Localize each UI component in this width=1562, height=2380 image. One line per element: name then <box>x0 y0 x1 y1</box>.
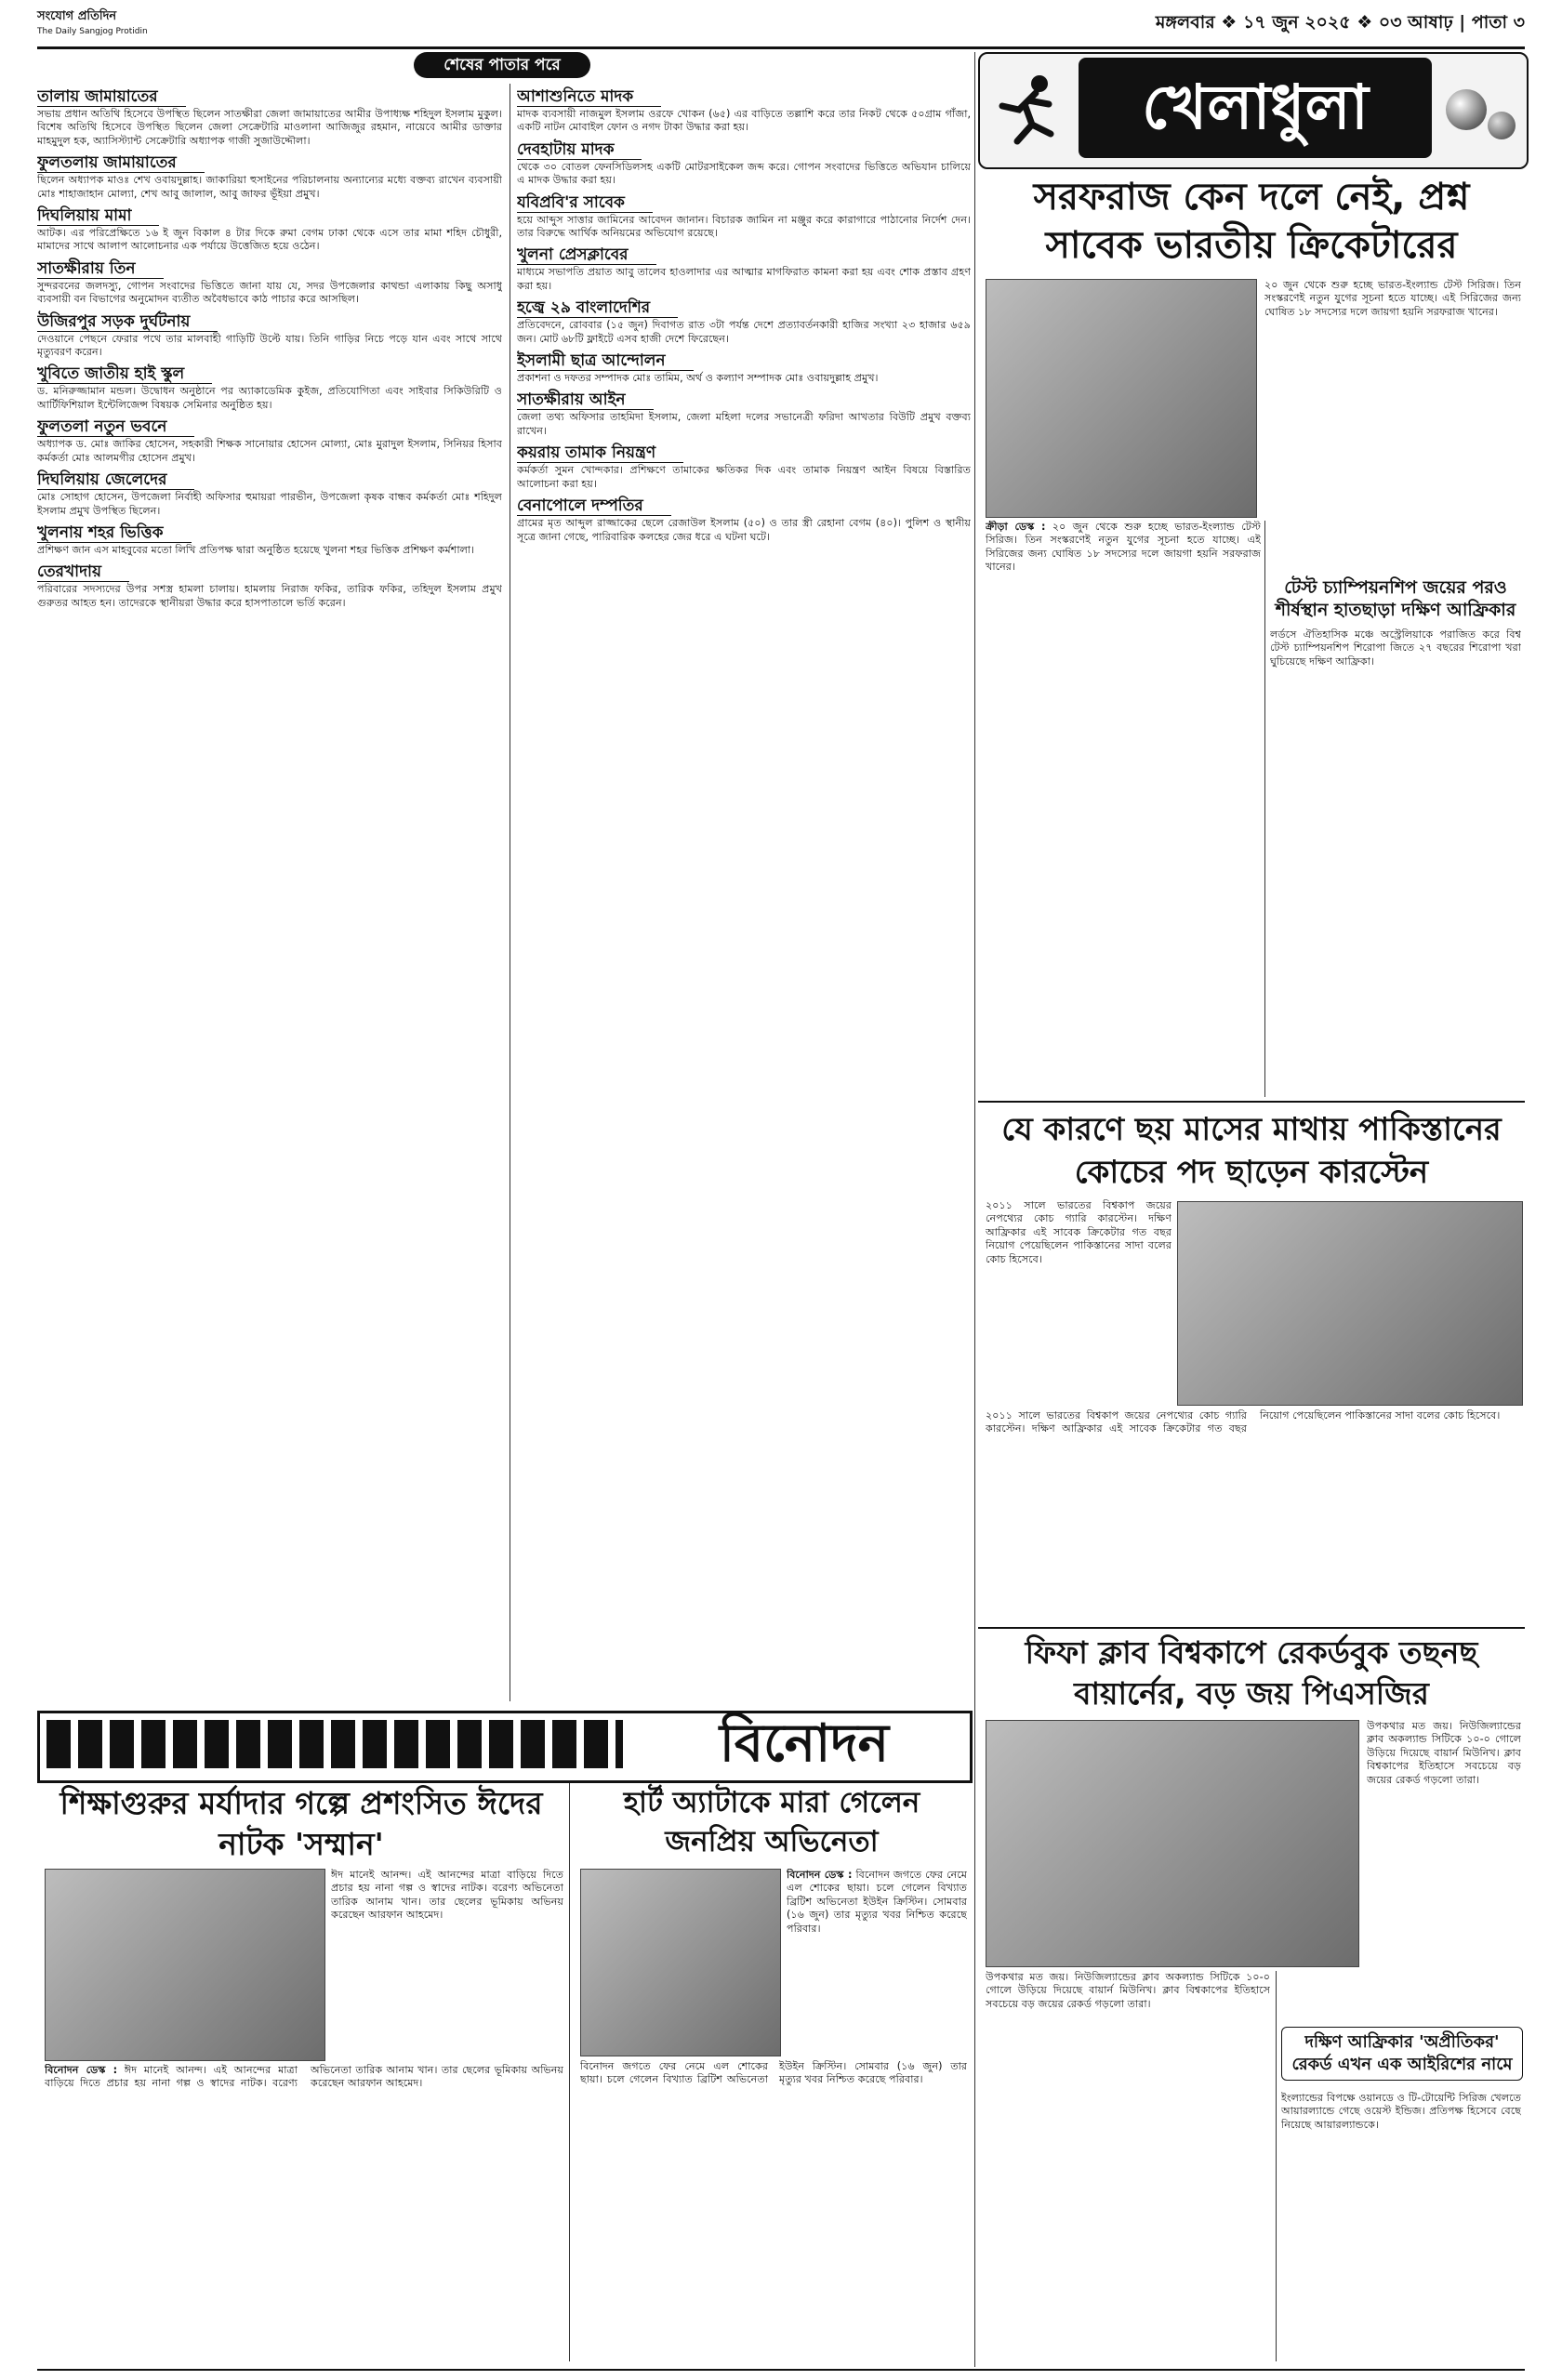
story-text: ড. মনিরুজ্জামান মন্ডল। উদ্বোধন অনুষ্ঠানে পর অ্যাকাডেমিক কুইজ, প্রতিযোগিতা এবং সাইবার সিকিউরিটি ও আর্টিফিশিয়াল ইন্টেলিজেন্স বিষয়ক সেমিনার অনুষ্ঠিত হয়। <box>37 385 502 411</box>
story-text: দেওয়ানে পেছনে ফেরার পথে তার মালবাহী গাড়িটি উল্টে যায়। তিনি গাড়ির নিচে পড়ে যান এবং সাথে সাথে মৃত্যুবরণ করেন। <box>37 332 502 359</box>
story-heading: ফুলতলায় জামায়াতের <box>37 153 205 173</box>
irish-record-story: ইংল্যান্ডের বিপক্ষে ওয়ানডে ও টি-টোয়েন্টি সিরিজ খেলতে আয়ারল্যান্ডে গেছে ওয়েস্ট ইন্ডিজ। প্রতিপক্ষ হিসেবে বেছে নিয়েছে আয়ারল্যান্ডকে। <box>1281 2092 1521 2131</box>
filmstrip-decoration <box>46 1720 623 1768</box>
story-heading: দিঘলিয়ায় জেলেদের <box>37 470 194 490</box>
shommaan-story-intro: ঈদ মানেই আনন্দ। এই আনন্দের মাত্রা বাড়িয়ে দিতে প্রচার হয় নানা গল্প ও স্বাদের নাটক। বরেণ্য অভিনেতা তারিক আনাম খান। তার ছেলের ভূমিকায় অভিনয় করেছেন আরফান আহমেদ। <box>331 1869 563 1922</box>
story-heading: দিঘলিয়ায় মামা <box>37 206 159 226</box>
story-heading: সাতক্ষীরায় আইন <box>517 390 654 410</box>
masthead-divider <box>37 46 1525 49</box>
column-divider <box>1276 1971 1277 2361</box>
story-heading: খুবিতে জাতীয় হাই স্কুল <box>37 364 212 384</box>
story-text: কর্মকর্তা সুমন খোন্দকার। প্রশিক্ষণে তামাকের ক্ষতিকর দিক এবং তামাক নিয়ন্ত্রণ আইন বিষয়ে বিস্তারিত আলোচনা করা হয়। <box>517 464 971 490</box>
dateline: মঙ্গলবার ❖ ১৭ জুন ২০২৫ ❖ ০৩ আষাঢ় | পাতা ৩ <box>1155 12 1525 33</box>
news-column-1 <box>37 84 502 1701</box>
story-heading: বেনাপোলে দম্পতির <box>517 496 671 516</box>
footer-rule <box>37 2369 1525 2371</box>
kirsten-story-body: ২০১১ সালে ভারতের বিশ্বকাপ জয়ের নেপথ্যের কোচ গ্যারি কারস্টেন। দক্ষিণ আফ্রিকার এই সাবেক ক্রিকেটার গত বছর নিয়োগ পেয়েছিলেন পাকিস্তানের সাদা বলের কোচ হিসেবে। <box>986 1409 1501 1435</box>
kirsten-headline: যে কারণে ছয় মাসের মাথায় পাকিস্তানের কোচের পদ ছাড়েন কারস্টেন <box>1001 1111 1502 1191</box>
story-heading: সাতক্ষীরায় তিন <box>37 259 164 279</box>
fifa-story-body: উপকথার মত জয়। নিউজিল্যান্ডের ক্লাব অকল্যান্ড সিটিকে ১০-০ গোলে উড়িয়ে দিয়েছে বায়ার্ন মিউনিখ। ক্লাব বিশ্বকাপের ইতিহাসে সবচেয়ে বড় জয়ের রেকর্ড গড়লো তারা। <box>986 1971 1270 2010</box>
story-heading: কয়রায় তামাক নিয়ন্ত্রণ <box>517 443 683 463</box>
runner-icon <box>991 73 1066 147</box>
story-heading: যবিপ্রবি'র সাবেক <box>517 193 653 213</box>
shommaan-story-body: বিনোদন ডেস্ক : ঈদ মানেই আনন্দ। এই আনন্দের মাত্রা বাড়িয়ে দিতে প্রচার হয় নানা গল্প ও স্বাদের নাটক। বরেণ্য অভিনেতা তারিক আনাম খান। তার ছেলের ভূমিকায় অভিনয় করেছেন আরফান আহমেদ। <box>45 2064 563 2090</box>
story-text: অধ্যাপক ড. মোঃ জাকির হোসেন, সহকারী শিক্ষক সানোয়ার হোসেন মোল্যা, মোঃ মুরাদুল ইসলাম, সিনিয়র হিসাব কর্মকর্তা মোঃ আলমগীর হোসেন প্রমুখ। <box>37 438 502 464</box>
story-text: ছিলেন অধ্যাপক মাওঃ শেখ ওবায়দুল্লাহ। জাকারিয়া হুসাইনের পরিচালনায় অন্যান্যের মধ্যে বক্তব্য রাখেন ব্যবসায়ী মোঃ শাহাজাহান মোল্যা, শেখ আবু জালাল, আবু জাফর ভূঁইয়া প্রমুখ। <box>37 174 502 200</box>
section-divider <box>974 52 975 2367</box>
cricketer-photo <box>986 279 1257 518</box>
story-heading: খুলনায় শহর ভিত্তিক <box>37 523 192 543</box>
logo-text: সংযোগ প্রতিদিন <box>37 9 117 23</box>
actor-photo <box>580 1869 781 2056</box>
story-heading: দেবহাটায় মাদক <box>517 140 642 160</box>
drama-still-photo <box>45 1869 325 2061</box>
kirsten-story-intro: ২০১১ সালে ভারতের বিশ্বকাপ জয়ের নেপথ্যের কোচ গ্যারি কারস্টেন। দক্ষিণ আফ্রিকার এই সাবেক ক্রিকেটার গত বছর নিয়োগ পেয়েছিলেন পাকিস্তানের সাদা বলের কোচ হিসেবে। <box>986 1199 1172 1265</box>
story-heading: তেরখাদায় <box>37 562 129 582</box>
newspaper-logo <box>37 7 279 45</box>
story-heading: হজ্বে ২৯ বাংলাদেশির <box>517 298 678 318</box>
story-text: মোঃ সোহাগ হোসেন, উপজেলা নির্বাহী অফিসার হুমায়রা পারভীন, উপজেলা কৃষক বান্ধব কর্মকর্তা মোঃ শহিদুল ইসলাম প্রমুখ উপস্থিত ছিলেন। <box>37 491 502 517</box>
actor-death-headline: হার্ট অ্যাটাকে মারা গেলেন জনপ্রিয় অভিনেতা <box>623 1786 920 1858</box>
entertainment-section-title: বিনোদন <box>719 1713 890 1774</box>
story-text: প্রতিবেদনে, রোববার (১৫ জুন) দিবাগত রাত ৩টা পর্যন্ত দেশে প্রত্যাবর্তনকারী হাজির সংখ্যা ২৩ হাজার ৬৫৯ জন। মোট ৬৮টি ফ্লাইটে এসব হাজী দেশে ফিরেছেন। <box>517 319 971 345</box>
continued-banner: শেষের পাতার পরে <box>414 52 590 78</box>
sports-section-title: খেলাধুলা <box>1079 58 1432 158</box>
story-divider <box>978 1101 1525 1103</box>
story-text: মাধ্যমে সভাপতি প্রয়াত আবু তালেব হাওলাদার এর আত্মার মাগফিরাত কামনা করা হয় এবং শোক প্রস্তাব গ্রহণ করা হয়। <box>517 266 971 292</box>
lead-story-text: ২০ জুন থেকে শুরু হচ্ছে ভারত-ইংল্যান্ড টেস্ট সিরিজ। তিন সংস্করণেই নতুন যুগের সূচনা হতে যাচ্ছে। এই সিরিজের জন্য ঘোষিত ১৮ সদস্যের দলে জায়গা হয়নি সরফরাজ খানের। <box>1264 279 1521 318</box>
story-heading: খুলনা প্রেসক্লাবের <box>517 245 656 265</box>
story-text: গ্রামের মৃত আব্দুল রাজ্জাকের ছেলে রেজাউল ইসলাম (৫০) ও তার স্ত্রী রেহানা বেগম (৪০)। পুলিশ ও স্থানীয় সূত্রে জানা গেছে, পারিবারিক কলহের জের ধরে এ ঘটনা ঘটে। <box>517 517 971 543</box>
fifa-headline: ফিফা ক্লাব বিশ্বকাপে রেকর্ডবুক তছনছ বায়ার্নের, বড় জয় পিএসজির <box>1025 1634 1478 1712</box>
actor-story-intro: বিনোদন ডেস্ক : বিনোদন জগতে ফের নেমে এল শোকের ছায়া। চলে গেলেন বিখ্যাত ব্রিটিশ অভিনেতা ইউইন ক্রিস্টিন। সোমবার (১৬ জুন) তার মৃত্যুর খবর নিশ্চিত করেছে পরিবার। <box>787 1869 967 1935</box>
story-text: জেলা তথ্য অফিসার তাহমিদা ইসলাম, জেলা মহিলা দলের সভানেত্রী ফরিদা আখতার বিউটি প্রমুখ বক্তব্য রাখেন। <box>517 411 971 437</box>
shommaan-headline: শিক্ষাগুরুর মর্যাদার গল্পে প্রশংসিত ঈদের নাটক 'সম্মান' <box>60 1785 543 1862</box>
story-text: প্রকাশনা ও দফতর সম্পাদক মোঃ তামিম, অর্থ ও কল্যাণ সম্পাদক মোঃ ওবায়দুল্লাহ প্রমুখ। <box>517 372 879 385</box>
story-heading: ফুলতলা নতুন ভবনে <box>37 417 194 437</box>
actor-story-body: বিনোদন জগতে ফের নেমে এল শোকের ছায়া। চলে গেলেন বিখ্যাত ব্রিটিশ অভিনেতা ইউইন ক্রিস্টিন। সোমবার (১৬ জুন) তার মৃত্যুর খবর নিশ্চিত করেছে পরিবার। <box>580 2060 967 2086</box>
football-match-photo <box>986 1720 1359 1967</box>
story-text: পরিবারের সদস্যদের উপর সশস্ত্র হামলা চালায়। হামলায় নিরাজ ফকির, তারিক ফকির, তহিদুল ইসলাম প্রমুখ গুরুতর আহত হন। তাদেরকে স্থানীয়রা উদ্ধার করে হাসপাতালে ভর্তি করেন। <box>37 583 502 609</box>
story-text: মাদক ব্যবসায়ী নাজমুল ইসলাম ওরফে খোকন (৬৫) এর বাড়িতে তল্লাশি করে তার নিকট থেকে ৫০গ্রাম গাঁজা, একটি নাটন মোবাইল ফোন ও নগদ টাকা উদ্ধার করা হয়। <box>517 108 971 134</box>
kirsten-photo <box>1177 1201 1523 1406</box>
column-divider <box>1264 521 1265 1097</box>
story-text: প্রশিক্ষণ জান এস মাহবুবের মতো লিখি প্রতিপক্ষ দ্বারা অনুষ্ঠিত হয়েছে খুলনা শহর ভিত্তিক প্রশিক্ষণ কর্মশালা। <box>37 543 475 556</box>
story-heading: উজিরপুর সড়ক দুর্ঘটনায় <box>37 312 218 332</box>
fifa-story-intro: উপকথার মত জয়। নিউজিল্যান্ডের ক্লাব অকল্যান্ড সিটিকে ১০-০ গোলে উড়িয়ে দিয়েছে বায়ার্ন মিউনিখ। ক্লাব বিশ্বকাপের ইতিহাসে সবচেয়ে বড় জয়ের রেকর্ড গড়লো তারা। <box>1367 1720 1521 1786</box>
lead-story-body: ক্রীড়া ডেস্ক : ২০ জুন থেকে শুরু হচ্ছে ভারত-ইংল্যান্ড টেস্ট সিরিজ। তিন সংস্করণেই নতুন যুগের সূচনা হতে যাচ্ছে। এই সিরিজের জন্য ঘোষিত ১৮ সদস্যের দলে জায়গা হয়নি সরফরাজ খানের। <box>986 521 1261 574</box>
news-column-2 <box>517 84 971 1701</box>
story-heading: আশাশুনিতে মাদক <box>517 87 661 107</box>
sports-lead-headline: সরফরাজ কেন দলে নেই, প্রশ্ন সাবেক ভারতীয় ক্রিকেটারের <box>1033 176 1470 267</box>
test-championship-subhead: টেস্ট চ্যাম্পিয়নশিপ জয়ের পরও শীর্ষস্থান হাতছাড়া দক্ষিণ আফ্রিকার <box>1275 577 1516 620</box>
test-championship-story: লর্ডসে ঐতিহাসিক মঞ্চে অস্ট্রেলিয়াকে পরাজিত করে বিশ্ব টেস্ট চ্যাম্পিয়নশিপ শিরোপা জিতে ২৭ বছরের শিরোপা খরা ঘুচিয়েছে দক্ষিণ আফ্রিকা। <box>1270 628 1521 668</box>
logo-subtext: The Daily Sangjog Protidin <box>37 27 148 36</box>
story-text: থেকে ৩০ বোতল ফেনসিডিলসহ একটি মোটরসাইকেল জব্দ করে। গোপন সংবাদের ভিত্তিতে অভিযান চালিয়ে এ মাদক উদ্ধার করা হয়। <box>517 160 971 187</box>
story-text: আটক। এর পরিপ্রেক্ষিতে ১৬ ই জুন বিকাল ৪ টার দিকে রুমা বেগম ঢাকা থেকে এসে তার মামা শহিদ চৌধুরী, মামাদের সাথে আলাপ আলোচনার এক পর্যায়ে উত্তেজিত হয়ে ওঠেন। <box>37 227 502 253</box>
story-heading: ইসলামী ছাত্র আন্দোলন <box>517 351 694 371</box>
story-text: সভায় প্রধান অতিথি হিসেবে উপস্থিত ছিলেন সাতক্ষীরা জেলা জামায়াতের আমীর উপাধ্যক্ষ শহিদুল ইসলাম মুকুল। বিশেষ অতিথি হিসেবে উপস্থিত ছিলেন জেলা সেক্রেটারি মাওলানা আজিজুর রহমান, নায়েবে আমীর ডাক্তার মাহমুদুল হক, অ্যাসিস্ট্যান্ট সেক্রেটারি অধ্যাপক গাজী সুজাউদ্দৌলা। <box>37 108 502 147</box>
story-divider <box>978 1627 1525 1629</box>
irish-record-subhead: দক্ষিণ আফ্রিকার 'অপ্রীতিকর' রেকর্ড এখন এক আইরিশের নামে <box>1281 2027 1523 2081</box>
story-heading: তালায় জামায়াতের <box>37 87 186 107</box>
ball-icon <box>1488 112 1516 139</box>
story-text: সুন্দরবনের জলদস্যু, গোপন সংবাদের ভিত্তিতে জানা যায় যে, সদর উপজেলার কাথন্ডা এলাকায় কিছু অসাধু ব্যবসায়ী বন বিভাগের অনুমোদন ব্যতীত অবৈধভাবে কাঠ পাচার করে আসছিল। <box>37 279 502 306</box>
story-text: হয়ে আব্দুস সাত্তার জামিনের আবেদন জানান। বিচারক জামিন না মঞ্জুর করে কারাগারে পাঠানোর নির্দেশ দেন। তার বিরুদ্ধে আর্থিক অনিয়মের অভিযোগ রয়েছে। <box>517 213 971 240</box>
football-icon <box>1446 89 1487 130</box>
column-divider <box>569 1783 570 2361</box>
